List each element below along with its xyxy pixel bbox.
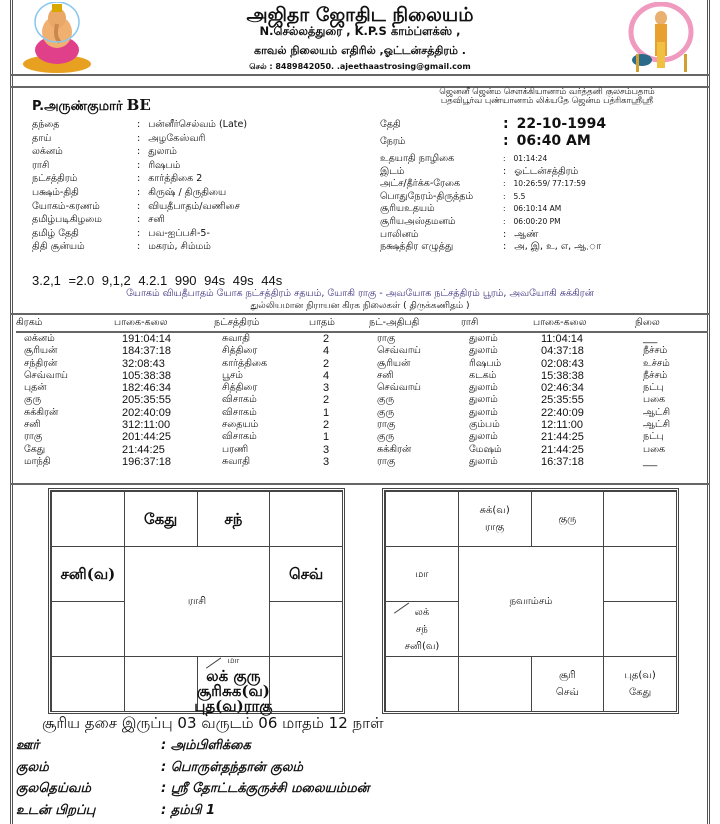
- field-label: சூரியஉதயம்: [380, 203, 435, 215]
- field-separator: :: [137, 173, 141, 185]
- field-label: நட்சத்திரம்: [32, 173, 78, 185]
- field-value-text: சனி: [148, 214, 165, 226]
- table-cell: பூசம்: [222, 369, 243, 381]
- table-cell: 2: [323, 333, 330, 345]
- planet-label: சூரி: [558, 670, 576, 681]
- table-cell: விசாகம்: [222, 431, 257, 443]
- table-cell: சுக்கிரன்: [24, 406, 59, 418]
- table-cell: 15:38:38: [541, 369, 584, 382]
- field-separator: :: [137, 132, 141, 144]
- field-value: [137, 213, 165, 226]
- table-cell: செவ்வாய்: [377, 345, 421, 357]
- table-cell: 32:08:43: [122, 357, 165, 370]
- table-cell: செவ்வாய்: [377, 382, 421, 394]
- house-magaram: [385, 601, 459, 657]
- field-label: தமிழ்படிகிழமை: [32, 214, 102, 226]
- field-value: [137, 118, 247, 131]
- field-row: [380, 240, 602, 253]
- table-cell: நீச்சம்: [643, 369, 668, 381]
- table-row: [16, 444, 708, 456]
- field-value: [137, 200, 240, 213]
- table-cell: துலாம்: [469, 455, 498, 467]
- field-row: [32, 240, 211, 253]
- house-magaram: [51, 601, 125, 657]
- planet-label: சுக்(வ): [479, 505, 510, 516]
- degree: BE: [126, 96, 151, 114]
- field-row: [32, 213, 165, 226]
- field-separator: :: [137, 227, 141, 239]
- table-cell: ரிஷபம்: [469, 357, 502, 369]
- yoga-line: யோகம் வியதீபாதம் யோக நட்சத்திரம் சதயம், யோகி ராகு - அவயோக நட்சத்திரம் பூரம், அவயோகி சுக்கிரன்: [126, 288, 594, 299]
- field-label: நக்ஷத்திர எழுத்து: [380, 241, 454, 253]
- family-field-label: ஊர்: [16, 738, 40, 753]
- field-row: [32, 200, 240, 213]
- field-value: [137, 240, 211, 253]
- field-label: சூரியஅஸ்தமனம்: [380, 216, 456, 227]
- family-field-label: குலதெய்வம்: [16, 781, 91, 796]
- table-cell: ராகு: [377, 419, 396, 431]
- field-separator: :: [137, 146, 141, 158]
- field-value-text: ஆண்: [514, 228, 539, 240]
- table-cell: 21:44:25: [541, 431, 584, 444]
- table-cell: துலாம்: [469, 406, 498, 418]
- field-value-text: பவ-ஐப்பசி-5-: [148, 227, 210, 239]
- table-cell: நட்பு: [643, 382, 664, 394]
- field-value-text: 06:00:20 PM: [513, 217, 561, 226]
- field-separator: :: [137, 187, 141, 198]
- table-row: [16, 345, 708, 357]
- table-cell: மாந்தி: [24, 455, 51, 467]
- field-label: பக்ஷம்-திதி: [32, 187, 79, 198]
- table-cell: 184:37:18: [122, 345, 171, 358]
- table-cell: 16:37:18: [541, 455, 584, 468]
- contact-line: செல் : 8489842050. .ajeethaastrosing@gmail.com: [249, 62, 471, 71]
- field-value: [503, 190, 525, 203]
- field-label: தமிழ் தேதி: [32, 227, 79, 239]
- table-cell: சித்திரை: [222, 345, 258, 357]
- field-value-text: 10:26:59/ 77:17:59: [513, 179, 586, 189]
- table-cell: 312:11:00: [122, 419, 171, 432]
- table-cell: 04:37:18: [541, 345, 584, 358]
- field-value-text: ஓட்டன்சத்திரம்: [514, 165, 579, 177]
- address-line-1: N.செல்லத்துரை , K.P.S காம்ப்ளக்ஸ் ,: [259, 24, 461, 38]
- table-cell: 4: [323, 369, 330, 382]
- planet-label: கேது: [629, 687, 652, 698]
- field-separator: :: [503, 228, 507, 240]
- table-cell: ராகு: [377, 333, 396, 344]
- table-cell: 196:37:18: [122, 455, 171, 468]
- table-cell: பகை: [643, 443, 666, 455]
- business-title: அஜிதா ஜோதிட நிலையம்: [246, 4, 474, 26]
- family-field-label: குலம்: [16, 759, 49, 775]
- column-header: நட்சத்திரம்: [214, 315, 309, 332]
- table-cell: 2: [323, 357, 330, 370]
- field-label: அட்ச/தீர்க்க-ரேகை: [380, 178, 461, 190]
- house-dhanusu: [51, 656, 125, 712]
- field-separator: :: [137, 214, 141, 226]
- planet-label: லக் குரு: [206, 667, 261, 685]
- house-meenam: [51, 491, 125, 547]
- table-cell: குரு: [377, 406, 395, 418]
- planet-label: மா: [415, 568, 429, 580]
- house-mithunam: [603, 491, 677, 547]
- house-kumbam: [51, 546, 125, 602]
- field-row: [32, 159, 181, 172]
- field-separator: :: [503, 165, 507, 177]
- table-cell: கும்பம்: [469, 419, 500, 431]
- table-cell: குரு: [24, 394, 42, 406]
- field-value-text: கிருஷ் / திருதியை: [148, 187, 227, 198]
- blessing-line-2: பதவிபூர்வ புண்யானாம் லிக்யதே ஜென்ம பத்ரிகாஸ்ரீஸ்ரீ: [440, 96, 654, 106]
- table-cell: விசாகம்: [222, 394, 257, 406]
- house-kadagam: [269, 546, 343, 602]
- table-row: [16, 419, 708, 431]
- numerology-line: 3.2,1 =2.0 9,1,2 4.2.1 990 94s 49s 44s: [32, 273, 283, 288]
- planet-label: சனி(வ): [404, 640, 440, 652]
- table-cell: ஆட்சி: [643, 406, 671, 418]
- field-value-text: அழகேஸ்வரி: [148, 132, 206, 144]
- field-separator: :: [503, 204, 506, 214]
- field-separator: :: [503, 217, 506, 226]
- field-label: பாலினம்: [380, 228, 419, 240]
- divider: [10, 483, 710, 485]
- house-kadagam: [603, 546, 677, 602]
- table-row: [16, 431, 708, 443]
- field-value: [137, 186, 226, 199]
- column-header: நட்-அதிபதி: [369, 315, 461, 332]
- rasi-chart: [48, 488, 345, 714]
- person-name: P.அருண்குமார் BE: [32, 96, 151, 114]
- house-kanni: [269, 656, 343, 712]
- field-value: [503, 152, 547, 165]
- table-cell: புதன்: [24, 382, 47, 394]
- table-row: [16, 370, 708, 382]
- field-value: [503, 165, 578, 178]
- table-cell: செவ்வாய்: [24, 369, 68, 381]
- planet-label: ராகு: [485, 522, 505, 533]
- planet-label: புத(வ)ராகு: [194, 697, 273, 715]
- field-value-text: 06:40 AM: [516, 133, 591, 149]
- house-viruchigam: [458, 656, 532, 712]
- family-field-row: [16, 738, 251, 754]
- planet-label: கேது: [143, 509, 178, 528]
- table-row: [16, 394, 708, 406]
- table-cell: 4: [323, 345, 330, 358]
- table-cell: சூரியன்: [377, 357, 411, 369]
- table-row: [16, 456, 708, 468]
- planet-label: புத(வ): [624, 670, 656, 681]
- table-cell: 182:46:34: [122, 382, 171, 395]
- planet-label: மா: [227, 656, 240, 666]
- field-value: [503, 118, 606, 131]
- table-cell: நட்பு: [643, 431, 664, 443]
- column-header: நிலை: [635, 315, 708, 332]
- table-cell: 105:38:38: [122, 369, 171, 382]
- field-row: [32, 227, 210, 240]
- column-header: கிரகம்: [16, 315, 114, 332]
- table-cell: சித்திரை: [222, 382, 258, 394]
- planet-label: லக்: [414, 606, 430, 618]
- family-field-row: [16, 781, 370, 797]
- table-cell: 21:44:25: [541, 443, 584, 456]
- blessing-verse: [382, 88, 712, 106]
- field-label: நேரம்: [380, 136, 406, 147]
- field-value-text: அ, இ, உ, எ, ஆ,ா: [514, 241, 602, 253]
- table-cell: உச்சம்: [643, 357, 670, 369]
- field-value-text: பன்னீர்செல்வம் (Late): [148, 119, 248, 130]
- table-cell: பகை: [643, 394, 666, 406]
- field-value-text: கார்த்திகை 2: [148, 173, 203, 185]
- table-cell: துலாம்: [469, 394, 498, 406]
- table-cell: 202:40:09: [122, 406, 171, 419]
- field-value: [137, 145, 177, 158]
- field-row: [380, 215, 561, 228]
- field-label: யோகம்-கரணம்: [32, 200, 100, 212]
- house-rishabam: [531, 491, 605, 547]
- column-header: பாகை-கலை: [114, 315, 214, 332]
- table-cell: 2: [323, 394, 330, 407]
- table-cell: கேது: [24, 443, 46, 455]
- field-separator: :: [137, 241, 141, 253]
- table-cell: 02:46:34: [541, 382, 584, 395]
- table-cell: 1: [323, 431, 330, 444]
- planet-label: செவ்: [555, 687, 579, 698]
- table-cell: 25:35:55: [541, 394, 584, 407]
- table-cell: 201:44:25: [122, 431, 171, 444]
- field-row: [380, 152, 548, 165]
- blessing-line-1: ஜெனனீ ஜென்ம சௌக்கியானாம் வர்த்தனி குலசம்பதாம்: [439, 87, 655, 97]
- field-separator: :: [137, 119, 141, 130]
- house-meenam: [385, 491, 459, 547]
- field-value-text: துலாம்: [148, 146, 177, 158]
- table-cell: சதையம்: [222, 419, 259, 431]
- field-row: [380, 116, 607, 135]
- table-cell: சுவாதி: [222, 333, 251, 344]
- family-field-value: : பொருள்தந்தான் குலம்: [161, 759, 304, 775]
- house-thulam: [531, 656, 605, 712]
- house-dhanusu: [385, 656, 459, 712]
- field-value: [503, 240, 601, 253]
- table-cell: பரணி: [222, 443, 249, 455]
- house-kumbam: [385, 546, 459, 602]
- chart-center-label: நவாம்சம்: [458, 546, 605, 657]
- table-cell: சனி: [24, 419, 41, 431]
- field-separator: :: [503, 116, 509, 132]
- table-cell: 1: [323, 406, 330, 419]
- field-label: இடம்: [380, 165, 405, 177]
- table-cell: குரு: [377, 431, 395, 443]
- field-value: [503, 215, 561, 228]
- table-cell: துலாம்: [469, 333, 498, 344]
- column-header: பாகை-கலை: [533, 315, 635, 332]
- table-cell: 02:08:43: [541, 357, 584, 370]
- column-header: ராசி: [461, 315, 533, 332]
- family-field-label: உடன் பிறப்பு: [16, 802, 96, 818]
- table-cell: 3: [323, 443, 330, 456]
- chart-center-label: ராசி: [124, 546, 271, 657]
- table-cell: 11:04:14: [541, 333, 584, 345]
- field-row: [32, 145, 177, 158]
- field-label: ராசி: [32, 159, 50, 171]
- table-cell: மேஷம்: [469, 443, 502, 455]
- column-header: பாதம்: [309, 315, 369, 332]
- table-cell: கடகம்: [469, 369, 497, 381]
- planet-label: சந்: [224, 509, 243, 528]
- planet-label: செவ்: [288, 564, 324, 583]
- table-cell: 21:44:25: [122, 443, 165, 456]
- family-field-value: : அம்பிளிக்கை: [161, 738, 251, 753]
- field-row: [32, 186, 227, 199]
- field-separator: :: [503, 179, 506, 189]
- field-value: [137, 172, 202, 185]
- table-cell: சூரியன்: [24, 345, 58, 357]
- table-cell: சனி: [377, 369, 394, 381]
- table-cell: ___: [643, 455, 658, 467]
- table-cell: சந்திரன்: [24, 357, 58, 369]
- field-row: [32, 118, 248, 131]
- table-cell: கார்த்திகை: [222, 357, 268, 369]
- field-label: பொதுநேரம்-திருத்தம்: [380, 190, 474, 202]
- family-field-value: : ஸ்ரீ தோட்டக்குருச்சி மலையம்மன்: [161, 781, 370, 796]
- field-value-text: 01:14:24: [513, 154, 548, 163]
- lagna-marker: [394, 603, 409, 614]
- field-label: தாய்: [32, 132, 52, 144]
- table-cell: ராகு: [377, 455, 396, 467]
- field-row: [380, 177, 586, 190]
- planet-label: சனி(வ): [60, 564, 116, 583]
- house-kanni: [603, 656, 677, 712]
- table-cell: சுவாதி: [222, 455, 251, 467]
- field-value-text: வியதீபாதம்/வணிசை: [148, 200, 240, 212]
- table-cell: 3: [323, 455, 330, 468]
- field-label: உதயாதி நாழிகை: [380, 153, 455, 164]
- field-value: [137, 132, 205, 145]
- table-cell: ___: [643, 333, 658, 344]
- field-value: [503, 202, 561, 215]
- field-value: [503, 135, 591, 148]
- navamsa-chart: [382, 488, 679, 714]
- field-value-text: ரிஷபம்: [148, 159, 181, 171]
- field-value-text: மகரம், சிம்மம்: [148, 241, 211, 253]
- house-simmam: [269, 601, 343, 657]
- divider: [10, 74, 710, 76]
- field-row: [380, 202, 562, 215]
- table-row: [16, 332, 708, 345]
- address-line-2: காவல் நிலையம் எதிரில் ,ஓட்டன்சத்திரம் .: [254, 44, 466, 57]
- field-separator: :: [503, 154, 506, 163]
- table-cell: விசாகம்: [222, 406, 257, 418]
- dasa-balance: சூரிய தசை இருப்பு 03 வருடம் 06 மாதம் 12 நாள்: [42, 714, 384, 732]
- house-viruchigam: [124, 656, 198, 712]
- field-value-text: 06:10:14 AM: [513, 204, 562, 214]
- table-cell: 12:11:00: [541, 419, 584, 432]
- field-value: [137, 227, 210, 240]
- table-cell: துலாம்: [469, 431, 498, 443]
- table-cell: நீச்சம்: [643, 345, 668, 357]
- table-cell: 191:04:14: [122, 333, 171, 345]
- field-label: லக்னம்: [32, 146, 63, 158]
- house-mesham: [124, 491, 198, 547]
- table-cell: ராகு: [24, 431, 43, 443]
- field-separator: :: [137, 159, 141, 171]
- table-cell: 22:40:09: [541, 406, 584, 419]
- planet-label: சூரிசுக(வ): [196, 682, 270, 700]
- family-field-row: [16, 759, 304, 776]
- house-thulam: [194, 656, 273, 715]
- house-rishabam: [197, 491, 271, 547]
- table-cell: துலாம்: [469, 382, 498, 394]
- field-label: திதி சூன்யம்: [32, 241, 85, 253]
- table-row: [16, 358, 708, 370]
- table-cell: லக்னம்: [24, 333, 55, 344]
- field-row: [380, 190, 526, 203]
- table-row: [16, 407, 708, 419]
- family-field-value: : தம்பி 1: [161, 802, 216, 818]
- house-mesham: [458, 491, 532, 547]
- field-value-text: 22-10-1994: [516, 116, 607, 132]
- field-value-text: 5.5: [513, 191, 526, 201]
- field-label: தந்தை: [32, 119, 60, 130]
- table-cell: ஆட்சி: [643, 419, 671, 431]
- table-cell: குரு: [377, 394, 395, 406]
- field-separator: :: [137, 200, 141, 212]
- field-row: [380, 228, 539, 241]
- table-cell: சுக்கிரன்: [377, 443, 412, 455]
- table-cell: 2: [323, 419, 330, 432]
- field-row: [380, 165, 579, 178]
- table-cell: துலாம்: [469, 345, 498, 357]
- field-value: [137, 159, 180, 172]
- field-row: [32, 132, 206, 145]
- field-row: [32, 172, 203, 185]
- field-label: தேதி: [380, 119, 401, 130]
- table-cell: 3: [323, 382, 330, 395]
- house-mithunam: [269, 491, 343, 547]
- field-separator: :: [503, 133, 509, 149]
- planet-position-table: [16, 315, 708, 468]
- field-value: [503, 228, 538, 241]
- field-separator: :: [503, 191, 506, 201]
- field-value: [503, 177, 586, 190]
- table-row: [16, 382, 708, 394]
- house-simmam: [603, 601, 677, 657]
- family-field-row: [16, 802, 216, 819]
- table-cell: 205:35:55: [122, 394, 171, 407]
- field-separator: :: [503, 241, 507, 253]
- planet-label: குரு: [558, 513, 577, 525]
- planet-label: சந்: [415, 623, 428, 635]
- field-row: [380, 133, 591, 152]
- table-caption: துல்லியமான நிராயன கிரக நிலைகள் ( திருக்கணிதம் ): [250, 301, 470, 311]
